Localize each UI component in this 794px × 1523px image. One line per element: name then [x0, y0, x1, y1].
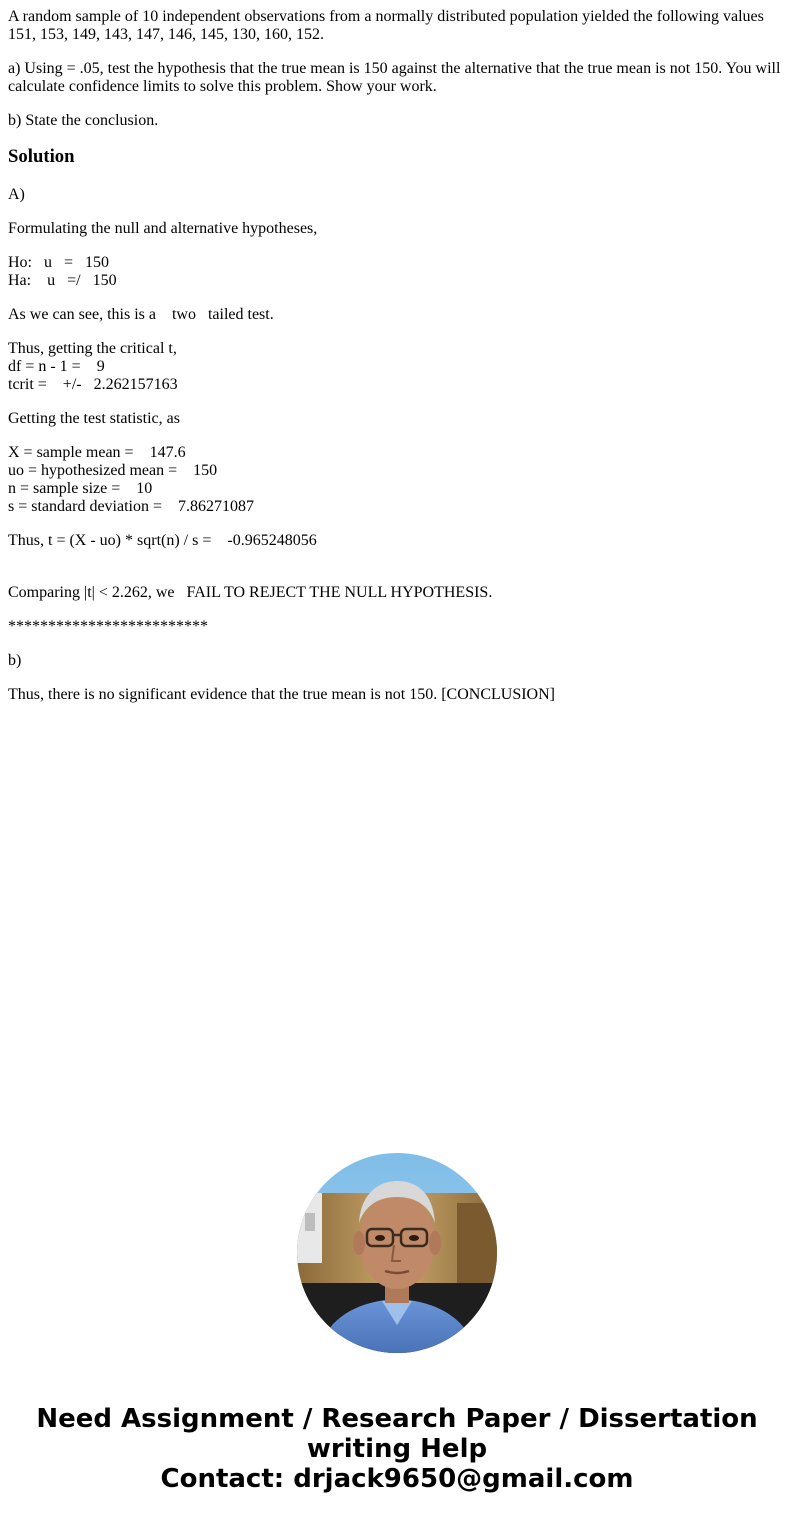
sample-mean: X = sample mean = 147.6	[8, 444, 186, 461]
t-statistic: Thus, t = (X - uo) * sqrt(n) / s = -0.965248056	[8, 532, 317, 549]
critical-value-block	[8, 340, 786, 394]
hypothesized-mean: uo = hypothesized mean = 150	[8, 462, 218, 479]
tail-test-text: As we can see, this is a two tailed test.	[8, 306, 274, 323]
t-critical: tcrit = +/- 2.262157163	[8, 376, 178, 393]
solution-heading: Solution	[8, 146, 75, 167]
footer-line-1: Need Assignment / Research Paper / Dissertation	[36, 1404, 758, 1434]
question-part-a: a) Using = .05, test the hypothesis that the true mean is 150 against the alternative that the true mean is not 150. You will calculate confidence limits to solve this problem. Show your work.	[8, 60, 785, 95]
footer-banner	[0, 1404, 794, 1494]
standard-deviation: s = standard deviation = 7.86271087	[8, 498, 255, 515]
portrait-image	[297, 1153, 497, 1353]
test-stat-intro: Getting the test statistic, as	[8, 410, 180, 427]
footer-line-2: writing Help	[306, 1434, 488, 1464]
document-content	[8, 8, 786, 720]
degrees-of-freedom: df = n - 1 = 9	[8, 358, 105, 375]
sample-size: n = sample size = 10	[8, 480, 153, 497]
solution-part-b-label: b)	[8, 652, 22, 669]
avatar	[297, 1153, 497, 1353]
footer-contact: Contact: drjack9650@gmail.com	[160, 1464, 634, 1494]
critical-intro: Thus, getting the critical t,	[8, 340, 177, 357]
null-hypothesis: Ho: u = 150	[8, 254, 110, 271]
separator: *************************	[8, 618, 208, 635]
comparison-result: Comparing |t| < 2.262, we FAIL TO REJECT THE NULL HYPOTHESIS.	[8, 584, 493, 601]
statistics-block	[8, 444, 786, 516]
solution-formulating: Formulating the null and alternative hypotheses,	[8, 220, 318, 237]
alternative-hypothesis: Ha: u =/ 150	[8, 272, 117, 289]
solution-part-a-label: A)	[8, 186, 25, 203]
question-part-b: b) State the conclusion.	[8, 112, 159, 129]
hypotheses-block	[8, 254, 786, 290]
question-intro: A random sample of 10 independent observations from a normally distributed population yielded the following values 151, 153, 149, 143, 147, 146, 145, 130, 160, 152.	[8, 8, 768, 43]
conclusion: Thus, there is no significant evidence that the true mean is not 150. [CONCLUSION]	[8, 686, 555, 703]
